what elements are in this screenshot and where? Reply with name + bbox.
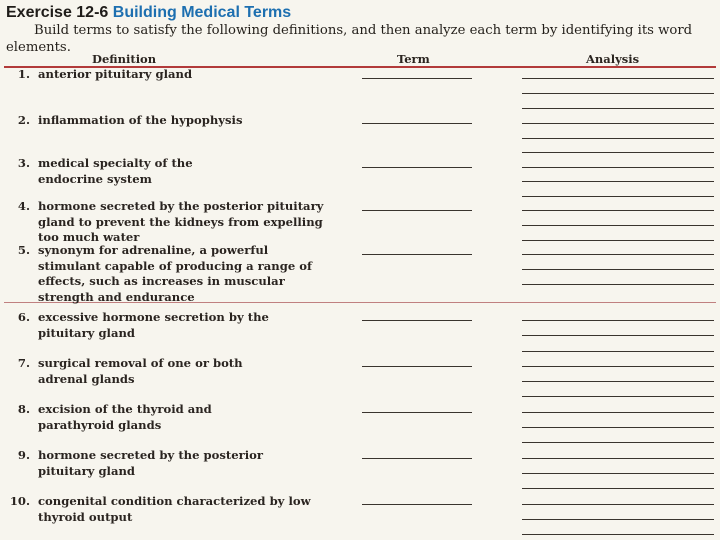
item-number: 3. bbox=[17, 156, 30, 170]
term-answer-blank[interactable] bbox=[362, 458, 472, 459]
column-header-definition: Definition bbox=[92, 52, 157, 66]
term-answer-blank[interactable] bbox=[362, 504, 472, 505]
analysis-answer-blank[interactable] bbox=[522, 225, 714, 226]
definition-item bbox=[14, 402, 259, 433]
analysis-answer-blank[interactable] bbox=[522, 320, 714, 321]
analysis-answer-blank[interactable] bbox=[522, 152, 714, 153]
analysis-answer-blank[interactable] bbox=[522, 181, 714, 182]
analysis-answer-blank[interactable] bbox=[522, 458, 714, 459]
exercise-instructions: Build terms to satisfy the following definitions, and then analyze each term by identifying its word elements. bbox=[6, 23, 693, 55]
item-number: 8. bbox=[17, 402, 30, 416]
item-definition: congenital condition characterized by low thyroid output bbox=[38, 494, 311, 524]
analysis-answer-blank[interactable] bbox=[522, 335, 714, 336]
analysis-answer-blank[interactable] bbox=[522, 519, 714, 520]
definition-item bbox=[14, 113, 344, 129]
item-definition: excision of the thyroid and parathyroid glands bbox=[38, 402, 212, 432]
term-answer-blank[interactable] bbox=[362, 210, 472, 211]
item-definition: excessive hormone secretion by the pituitary gland bbox=[38, 310, 269, 340]
definition-item bbox=[14, 243, 314, 305]
column-header-analysis: Analysis bbox=[586, 52, 640, 66]
analysis-answer-blank[interactable] bbox=[522, 427, 714, 428]
analysis-answer-blank[interactable] bbox=[522, 196, 714, 197]
item-definition: anterior pituitary gland bbox=[38, 67, 193, 81]
analysis-answer-blank[interactable] bbox=[522, 488, 714, 489]
item-number: 9. bbox=[17, 448, 30, 462]
term-answer-blank[interactable] bbox=[362, 320, 472, 321]
item-number: 1. bbox=[17, 67, 30, 81]
analysis-answer-blank[interactable] bbox=[522, 210, 714, 211]
term-answer-blank[interactable] bbox=[362, 254, 472, 255]
definition-item bbox=[14, 356, 284, 387]
term-answer-blank[interactable] bbox=[362, 366, 472, 367]
definition-item bbox=[14, 448, 314, 479]
analysis-answer-blank[interactable] bbox=[522, 366, 714, 367]
analysis-answer-blank[interactable] bbox=[522, 504, 714, 505]
item-definition: hormone secreted by the posterior pituitary gland bbox=[38, 448, 263, 478]
exercise-name: Building Medical Terms bbox=[112, 4, 292, 21]
item-number: 5. bbox=[17, 243, 30, 257]
analysis-answer-blank[interactable] bbox=[522, 93, 714, 94]
item-definition: surgical removal of one or both adrenal glands bbox=[38, 356, 243, 386]
analysis-answer-blank[interactable] bbox=[522, 442, 714, 443]
item-definition: synonym for adrenaline, a powerful stimulant capable of producing a range of effects, such as increases in muscular strength and endurance bbox=[38, 243, 312, 304]
term-answer-blank[interactable] bbox=[362, 123, 472, 124]
item-definition: medical specialty of the endocrine system bbox=[38, 156, 193, 186]
item-number: 4. bbox=[17, 199, 30, 213]
definition-item bbox=[14, 199, 329, 246]
analysis-answer-blank[interactable] bbox=[522, 269, 714, 270]
exercise-header bbox=[0, 0, 720, 55]
definition-item bbox=[9, 494, 314, 525]
analysis-answer-blank[interactable] bbox=[522, 396, 714, 397]
item-number: 2. bbox=[17, 113, 30, 127]
exercise-number: Exercise 12-6 bbox=[6, 4, 109, 21]
analysis-answer-blank[interactable] bbox=[522, 240, 714, 241]
analysis-answer-blank[interactable] bbox=[522, 534, 714, 535]
term-answer-blank[interactable] bbox=[362, 78, 472, 79]
analysis-answer-blank[interactable] bbox=[522, 351, 714, 352]
item-number: 7. bbox=[17, 356, 30, 370]
term-answer-blank[interactable] bbox=[362, 167, 472, 168]
analysis-answer-blank[interactable] bbox=[522, 473, 714, 474]
analysis-answer-blank[interactable] bbox=[522, 167, 714, 168]
item-number: 10. bbox=[9, 494, 30, 508]
analysis-answer-blank[interactable] bbox=[522, 78, 714, 79]
definition-item bbox=[14, 310, 314, 341]
analysis-answer-blank[interactable] bbox=[522, 412, 714, 413]
definition-item bbox=[14, 156, 224, 187]
analysis-answer-blank[interactable] bbox=[522, 284, 714, 285]
definition-item bbox=[14, 67, 344, 83]
term-answer-blank[interactable] bbox=[362, 412, 472, 413]
exercise-title bbox=[6, 4, 291, 22]
analysis-answer-blank[interactable] bbox=[522, 108, 714, 109]
item-definition: inflammation of the hypophysis bbox=[38, 113, 243, 127]
analysis-answer-blank[interactable] bbox=[522, 254, 714, 255]
item-number: 6. bbox=[17, 310, 30, 324]
analysis-answer-blank[interactable] bbox=[522, 381, 714, 382]
analysis-answer-blank[interactable] bbox=[522, 123, 714, 124]
analysis-answer-blank[interactable] bbox=[522, 138, 714, 139]
item-definition: hormone secreted by the posterior pituitary gland to prevent the kidneys from expelling too much water bbox=[38, 199, 324, 244]
column-header-term: Term bbox=[397, 52, 430, 66]
